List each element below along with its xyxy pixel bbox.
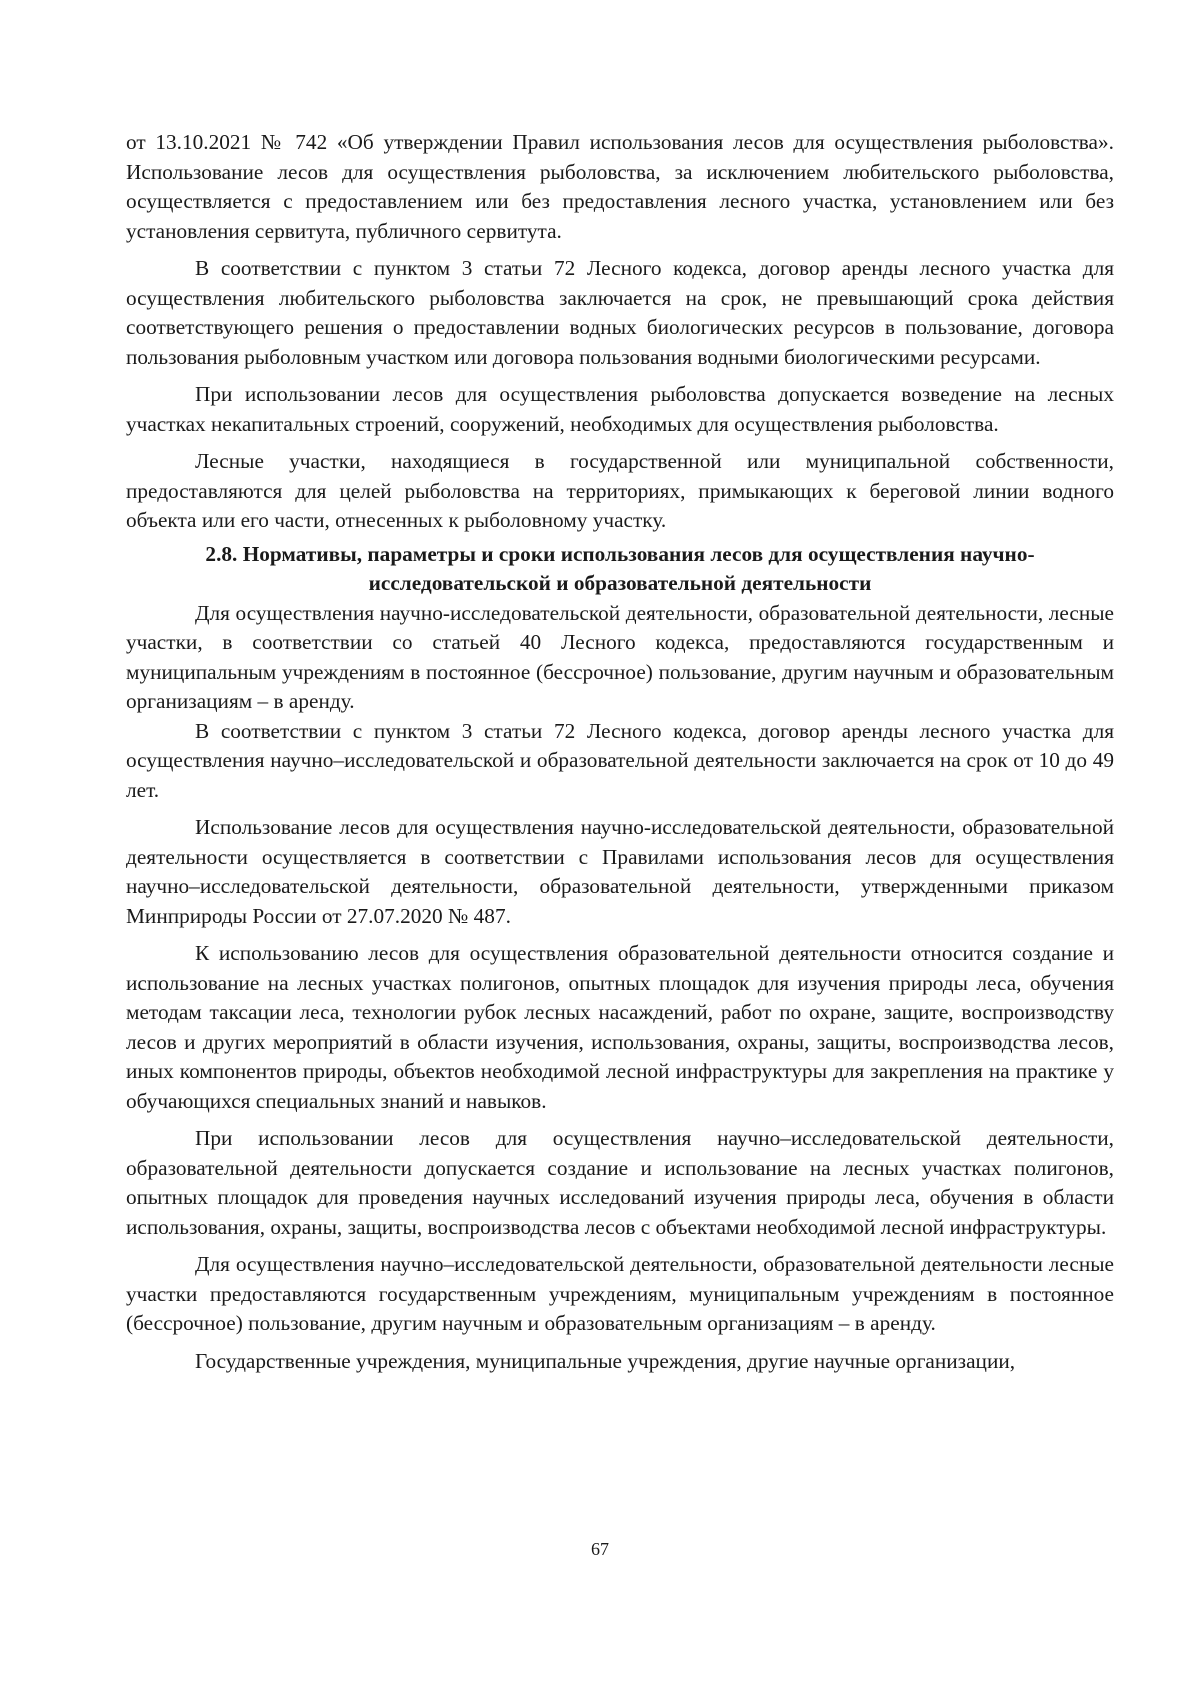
paragraph-educational-activities: К использованию лесов для осуществления образовательной деятельности относится создание и использование на лесных участках полигонов, опытных площадок для изучения природы леса, обучения методам таксации леса, технологии рубок лесных насаждений, работ по охране, защите, воспроизводству лесов и других мероприятий в области изучения, использования, охраны, защиты, воспроизводства лесов, иных компонентов природы, объектов необходимой лесной инфраструктуры для закрепления на практике у обучающихся специальных знаний и навыков. [126,941,1114,1113]
paragraph-continuation: от 13.10.2021 № 742 «Об утверждении Правил использования лесов для осуществления рыболовства». Использование лесов для осуществления рыболовства, за исключением любительского рыболовства, осуществляется с предоставлением или без предоставления лесного участка, установлением или без установления сервитута, публичного сервитута. [126,130,1114,243]
paragraph-research-land-provision: Для осуществления научно-исследовательской деятельности, образовательной деятельности, лесные участки, в соответствии со статьей 40 Лесного кодекса, предоставляются государственным и муниципальным учреждениям в постоянное (бессрочное) пользование, другим научным и образовательным организациям – в аренду. [126,600,1114,713]
paragraph-research-land-recipients: Для осуществления научно–исследовательской деятельности, образовательной деятельности лесные участки предоставляются государственным учреждениям, муниципальным учреждениям в постоянное (бессрочное) пользование, другим научным и образовательным организациям – в аренду. [126,1252,1114,1335]
paragraph-research-polygons: При использовании лесов для осуществления научно–исследовательской деятельности, образовательной деятельности допускается создание и использование на лесных участках полигонов, опытных площадок для проведения научных исследований изучения природы леса, обучения в области использования, охраны, защиты, воспроизводства лесов с объектами необходимой лесной инфраструктуры. [126,1126,1114,1239]
paragraph-fishing-land-plots: Лесные участки, находящиеся в государственной или муниципальной собственности, предоставляются для целей рыболовства на территориях, примыкающих к береговой линии водного объекта или его части, отнесенных к рыболовному участку. [126,449,1114,532]
paragraph-research-rules: Использование лесов для осуществления научно-исследовательской деятельности, образовательной деятельности осуществляется в соответствии с Правилами использования лесов для осуществления научно–исследовательской деятельности, образовательной деятельности, утвержденными приказом Минприроды России от 27.07.2020 № 487. [126,815,1114,928]
paragraph-institutions: Государственные учреждения, муниципальные учреждения, другие научные организации, [195,1348,1016,1373]
document-body [126,128,1114,1376]
paragraph-amateur-fishing-lease-term: В соответствии с пунктом 3 статьи 72 Лесного кодекса, договор аренды лесного участка для осуществления любительского рыболовства заключается на срок, не превышающий срока действия соответствующего решения о предоставлении водных биологических ресурсов в пользование, договора пользования рыболовным участком или договора пользования водными биологическими ресурсами. [126,256,1114,369]
paragraph-research-lease-term: В соответствии с пунктом 3 статьи 72 Лесного кодекса, договор аренды лесного участка для осуществления научно–исследовательской и образовательной деятельности заключается на срок от 10 до 49 лет. [126,718,1114,802]
paragraph-fishing-structures: При использовании лесов для осуществления рыболовства допускается возведение на лесных участках некапитальных строений, сооружений, необходимых для осуществления рыболовства. [126,382,1114,436]
page-number: 67 [591,1539,609,1559]
section-heading: 2.8. Нормативы, параметры и сроки использования лесов для осуществления научно-исследовательской и образовательной деятельности [205,541,1035,595]
